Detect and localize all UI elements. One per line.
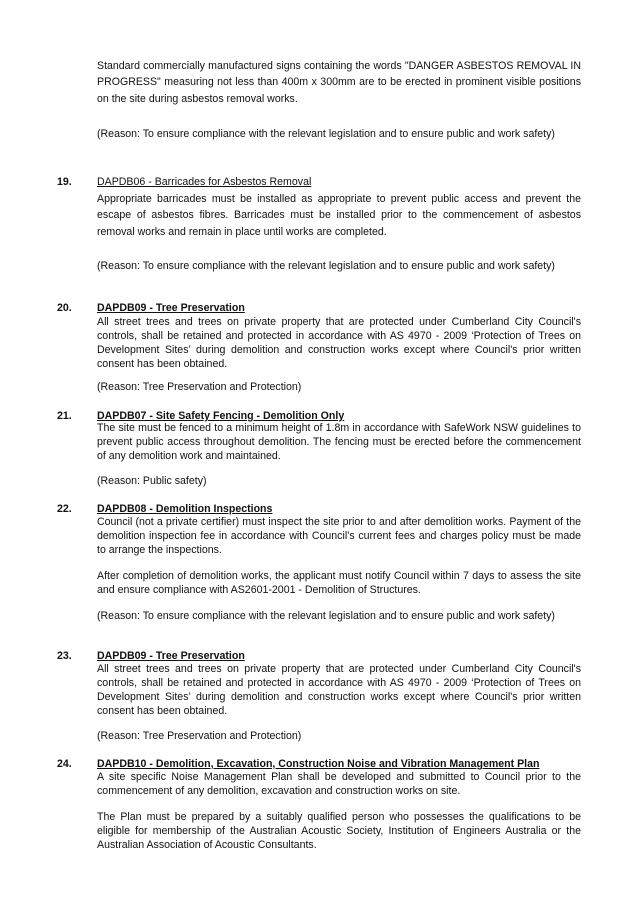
condition-21-reason: (Reason: Public safety) (97, 475, 207, 487)
condition-22-reason: (Reason: To ensure compliance with the relevant legislation and to ensure public and work safety) (97, 610, 555, 622)
condition-23-body: All street trees and trees on private property that are protected under Cumberland City Council's controls, shall be retained and protected in accordance with AS 4970 - 2009 ‘Protection of Trees on Development Sites’ during demolition and construction works except where Council's prior written consent has been obtained. (97, 663, 581, 717)
condition-20-body: All street trees and trees on private property that are protected under Cumberland City Council's controls, shall be retained and protected in accordance with AS 4970 - 2009 ‘Protection of Trees on Development Sites’ during demolition and construction works except where Council's prior written consent has been obtained. (97, 316, 581, 370)
condition-20-reason: (Reason: Tree Preservation and Protection) (97, 381, 302, 393)
condition-22-number: 22. (57, 503, 72, 515)
condition-22-body: Council (not a private certifier) must inspect the site prior to and after demolition works. Payment of the demolition inspection fee in accordance with Council’s current fees and charges policy must be made to arrange the inspections. (97, 516, 581, 556)
condition-20-title: DAPDB09 - Tree Preservation (97, 302, 245, 314)
condition-24-title: DAPDB10 - Demolition, Excavation, Construction Noise and Vibration Management Plan (97, 758, 540, 770)
condition-24-body: A site specific Noise Management Plan shall be developed and submitted to Council prior to the commencement of any demolition, excavation and construction works on site. (97, 771, 581, 797)
condition-19-body: Appropriate barricades must be installed as appropriate to prevent public access and prevent the escape of asbestos fibres. Barricades must be installed prior to the commencement of asbestos removal works and remain in place until works are completed. (97, 193, 581, 238)
condition-22-body-2: After completion of demolition works, the applicant must notify Council within 7 days to assess the site and ensure compliance with AS2601-2001 - Demolition of Structures. (97, 570, 581, 596)
condition-23-number: 23. (57, 650, 72, 662)
condition-22-title: DAPDB08 - Demolition Inspections (97, 503, 273, 515)
condition-23-title: DAPDB09 - Tree Preservation (97, 650, 245, 662)
condition-21-title: DAPDB07 - Site Safety Fencing - Demolition Only (97, 410, 345, 422)
condition-21-number: 21. (57, 410, 72, 422)
intro-paragraph: Standard commercially manufactured signs containing the words "DANGER ASBESTOS REMOVAL IN PROGRESS" measuring not less than 400m x 300mm are to be erected in prominent visible positions on the site during asbestos removal works. (97, 60, 581, 105)
condition-23-reason: (Reason: Tree Preservation and Protection) (97, 730, 302, 742)
condition-24-body-2: The Plan must be prepared by a suitably qualified person who possesses the qualifications to be eligible for membership of the Australian Acoustic Society, Institution of Engineers Australia or the Australian Association of Acoustic Consultants. (97, 811, 581, 851)
condition-19-reason: (Reason: To ensure compliance with the relevant legislation and to ensure public and work safety) (97, 260, 555, 272)
condition-20-number: 20. (57, 302, 72, 314)
condition-19-number: 19. (57, 176, 72, 188)
condition-19-title: DAPDB06 - Barricades for Asbestos Removal (97, 176, 312, 188)
condition-24-number: 24. (57, 758, 72, 770)
intro-reason: (Reason: To ensure compliance with the relevant legislation and to ensure public and work safety) (97, 128, 555, 140)
condition-21-body: The site must be fenced to a minimum height of 1.8m in accordance with SafeWork NSW guidelines to prevent public access throughout demolition. The fencing must be erected before the commencement of any demolition work and maintained. (97, 422, 581, 462)
